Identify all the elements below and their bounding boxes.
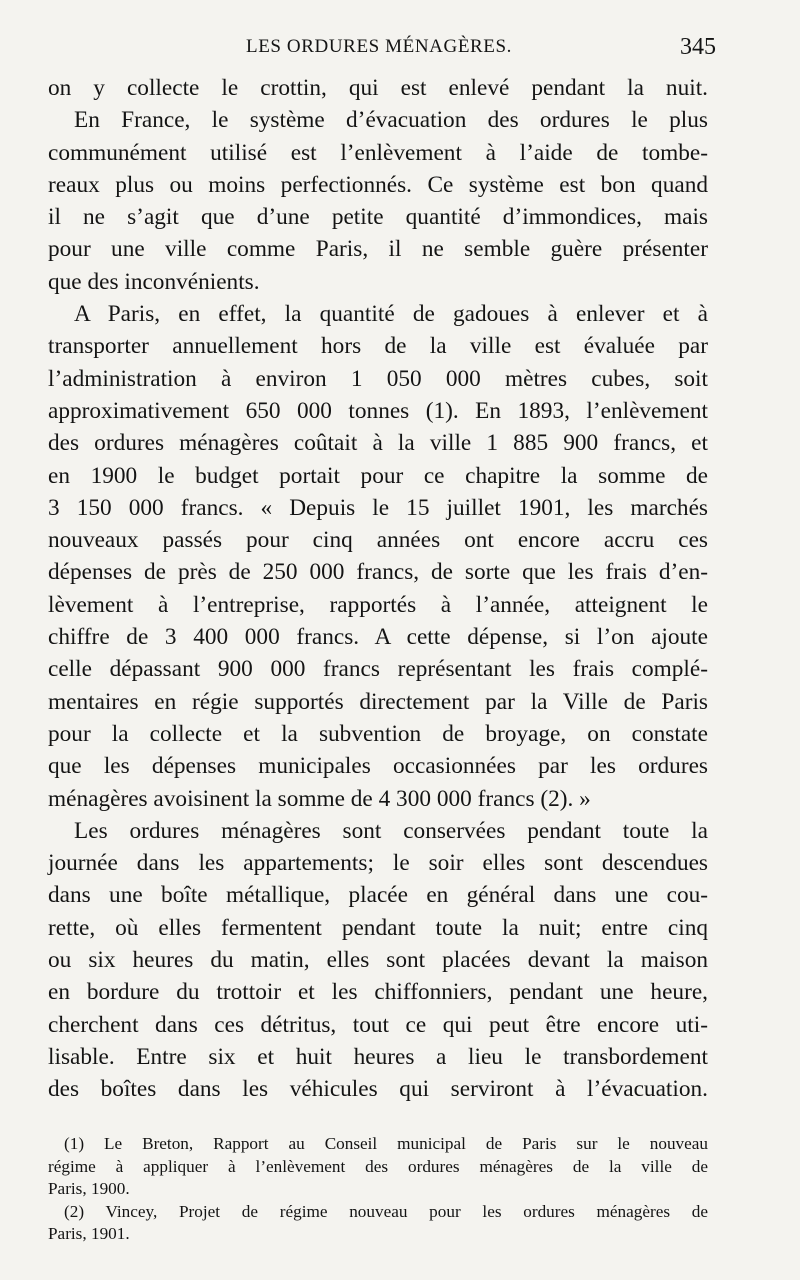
text-line: ménagères avoisinent la somme de 4 300 000 francs (2). »	[48, 785, 591, 812]
text-line: communément utilisé est l’enlèvement à l’aide de tombe-	[48, 139, 708, 166]
text-line: reaux plus ou moins perfectionnés. Ce système est bon quand	[48, 171, 708, 198]
text-line: des ordures ménagères coûtait à la ville 1 885 900 francs, et	[48, 430, 708, 457]
text-line: mentaires en régie supportés directement par la Ville de Paris	[48, 688, 708, 715]
text-line: dans une boîte métallique, placée en général dans une cou-	[48, 882, 708, 909]
text-line: En France, le système d’évacuation des ordures le plus	[74, 107, 708, 134]
text-line: des boîtes dans les véhicules qui serviront à l’évacuation.	[48, 1076, 708, 1103]
main-text	[48, 72, 708, 1106]
text-line: lèvement à l’entreprise, rapportés à l’année, atteignent le	[48, 591, 708, 618]
text-line: en 1900 le budget portait pour ce chapitre la somme de	[48, 462, 708, 489]
footnote-line: (1) Le Breton, Rapport au Conseil municipal de Paris sur le nouveau	[64, 1134, 708, 1153]
footnote-line: Paris, 1901.	[48, 1224, 130, 1244]
text-line: transporter annuellement hors de la ville est évaluée par	[48, 333, 708, 360]
text-line: journée dans les appartements; le soir elles sont descendues	[48, 850, 708, 877]
text-line: l’administration à environ 1 050 000 mètres cubes, soit	[48, 365, 708, 392]
running-title: LES ORDURES MÉNAGÈRES.	[246, 36, 513, 57]
text-line: que des inconvénients.	[48, 268, 260, 295]
text-line: pour la collecte et la subvention de broyage, on constate	[48, 720, 708, 747]
page-header	[46, 36, 716, 66]
footnote-line: (2) Vincey, Projet de régime nouveau pour les ordures ménagères de	[64, 1201, 708, 1221]
text-line: celle dépassant 900 000 francs représentant les frais complé-	[48, 656, 708, 683]
text-line: il ne s’agit que d’une petite quantité d’immondices, mais	[48, 204, 708, 231]
footnotes	[48, 1133, 708, 1246]
page-number: 345	[680, 34, 716, 60]
footnote-line: régime à appliquer à l’enlèvement des ordures ménagères de la ville de	[48, 1156, 708, 1176]
text-line: rette, où elles fermentent pendant toute la nuit; entre cinq	[48, 914, 708, 941]
text-line: pour une ville comme Paris, il ne semble guère présenter	[48, 236, 708, 263]
text-line: 3 150 000 francs. « Depuis le 15 juillet 1901, les marchés	[48, 494, 708, 521]
text-line: chiffre de 3 400 000 francs. A cette dépense, si l’on ajoute	[48, 624, 708, 651]
text-line: cherchent dans ces détritus, tout ce qui peut être encore uti-	[48, 1011, 708, 1038]
text-line: lisable. Entre six et huit heures a lieu le transbordement	[48, 1043, 708, 1070]
text-line: dépenses de près de 250 000 francs, de sorte que les frais d’en-	[48, 559, 708, 586]
text-line: on y collecte le crottin, qui est enlevé pendant la nuit.	[48, 75, 708, 101]
text-line: en bordure du trottoir et les chiffonniers, pendant une heure,	[48, 979, 708, 1006]
text-line: A Paris, en effet, la quantité de gadoues à enlever et à	[74, 301, 708, 328]
text-line: approximativement 650 000 tonnes (1). En 1893, l’enlèvement	[48, 397, 708, 424]
text-line: Les ordures ménagères sont conservées pendant toute la	[74, 817, 708, 844]
text-line: nouveaux passés pour cinq années ont encore accru ces	[48, 527, 708, 554]
footnote-line: Paris, 1900.	[48, 1179, 130, 1199]
text-line: ou six heures du matin, elles sont placées devant la maison	[48, 947, 708, 974]
text-line: que les dépenses municipales occasionnées par les ordures	[48, 753, 708, 780]
